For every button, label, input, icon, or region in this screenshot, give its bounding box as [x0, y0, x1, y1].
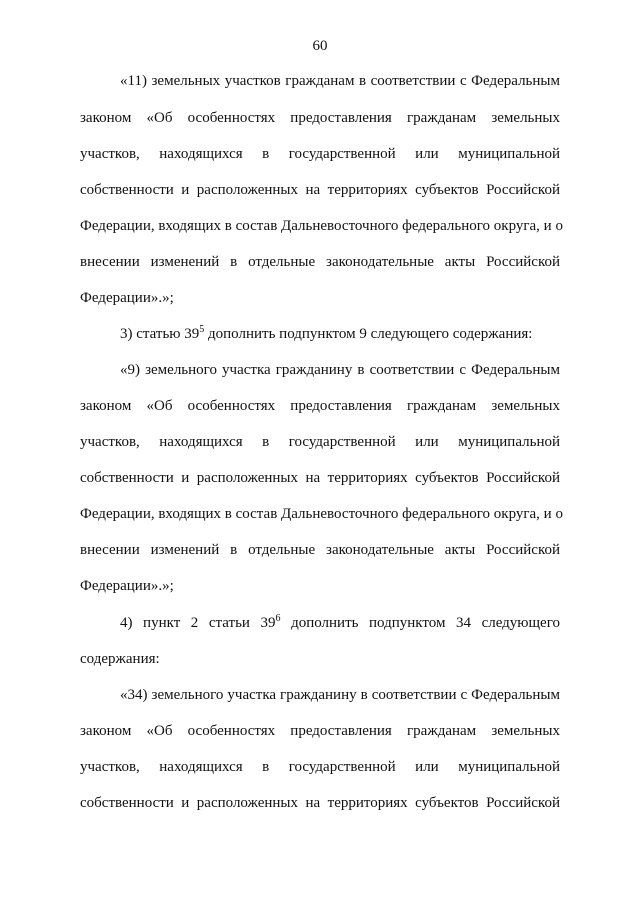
text-line: участков, находящихся в государственной или муниципальной — [80, 434, 560, 450]
text-line: участков, находящихся в государственной или муниципальной — [80, 146, 560, 162]
text-line: содержания: — [80, 651, 160, 667]
text-segment: дополнить подпунктом 9 следующего содержания: — [204, 326, 533, 342]
text-segment: дополнить подпунктом 34 следующего — [280, 615, 560, 631]
superscript: 6 — [275, 613, 281, 624]
text-segment: 4) пункт 2 статьи 39 — [120, 615, 276, 631]
text-line: собственности и расположенных на территориях субъектов Российской — [80, 795, 560, 811]
text-line: внесении изменений в отдельные законодательные акты Российской — [80, 254, 560, 270]
text-line: Федерации».»; — [80, 290, 174, 306]
text-line: Федерации, входящих в состав Дальневосточного федерального округа, и о — [80, 506, 563, 522]
text-line: Федерации, входящих в состав Дальневосточного федерального округа, и о — [80, 218, 563, 234]
text-line: внесении изменений в отдельные законодательные акты Российской — [80, 542, 560, 558]
text-line: Федерации».»; — [80, 578, 174, 594]
text-line: «9) земельного участка гражданину в соответствии с Федеральным — [120, 362, 560, 378]
text-line: законом «Об особенностях предоставления гражданам земельных — [80, 398, 560, 414]
text-line: собственности и расположенных на территориях субъектов Российской — [80, 470, 560, 486]
text-line: участков, находящихся в государственной или муниципальной — [80, 759, 560, 775]
page-number: 60 — [312, 38, 328, 54]
text-line: собственности и расположенных на территориях субъектов Российской — [80, 182, 560, 198]
text-line: «34) земельного участка гражданину в соответствии с Федеральным — [120, 687, 560, 703]
text-line: законом «Об особенностях предоставления гражданам земельных — [80, 110, 560, 126]
text-line — [120, 612, 560, 634]
text-line — [120, 323, 560, 345]
superscript: 5 — [199, 324, 205, 335]
text-segment: 3) статью 39 — [120, 326, 200, 342]
text-line: «11) земельных участков гражданам в соответствии с Федеральным — [120, 73, 560, 89]
text-line: законом «Об особенностях предоставления гражданам земельных — [80, 723, 560, 739]
